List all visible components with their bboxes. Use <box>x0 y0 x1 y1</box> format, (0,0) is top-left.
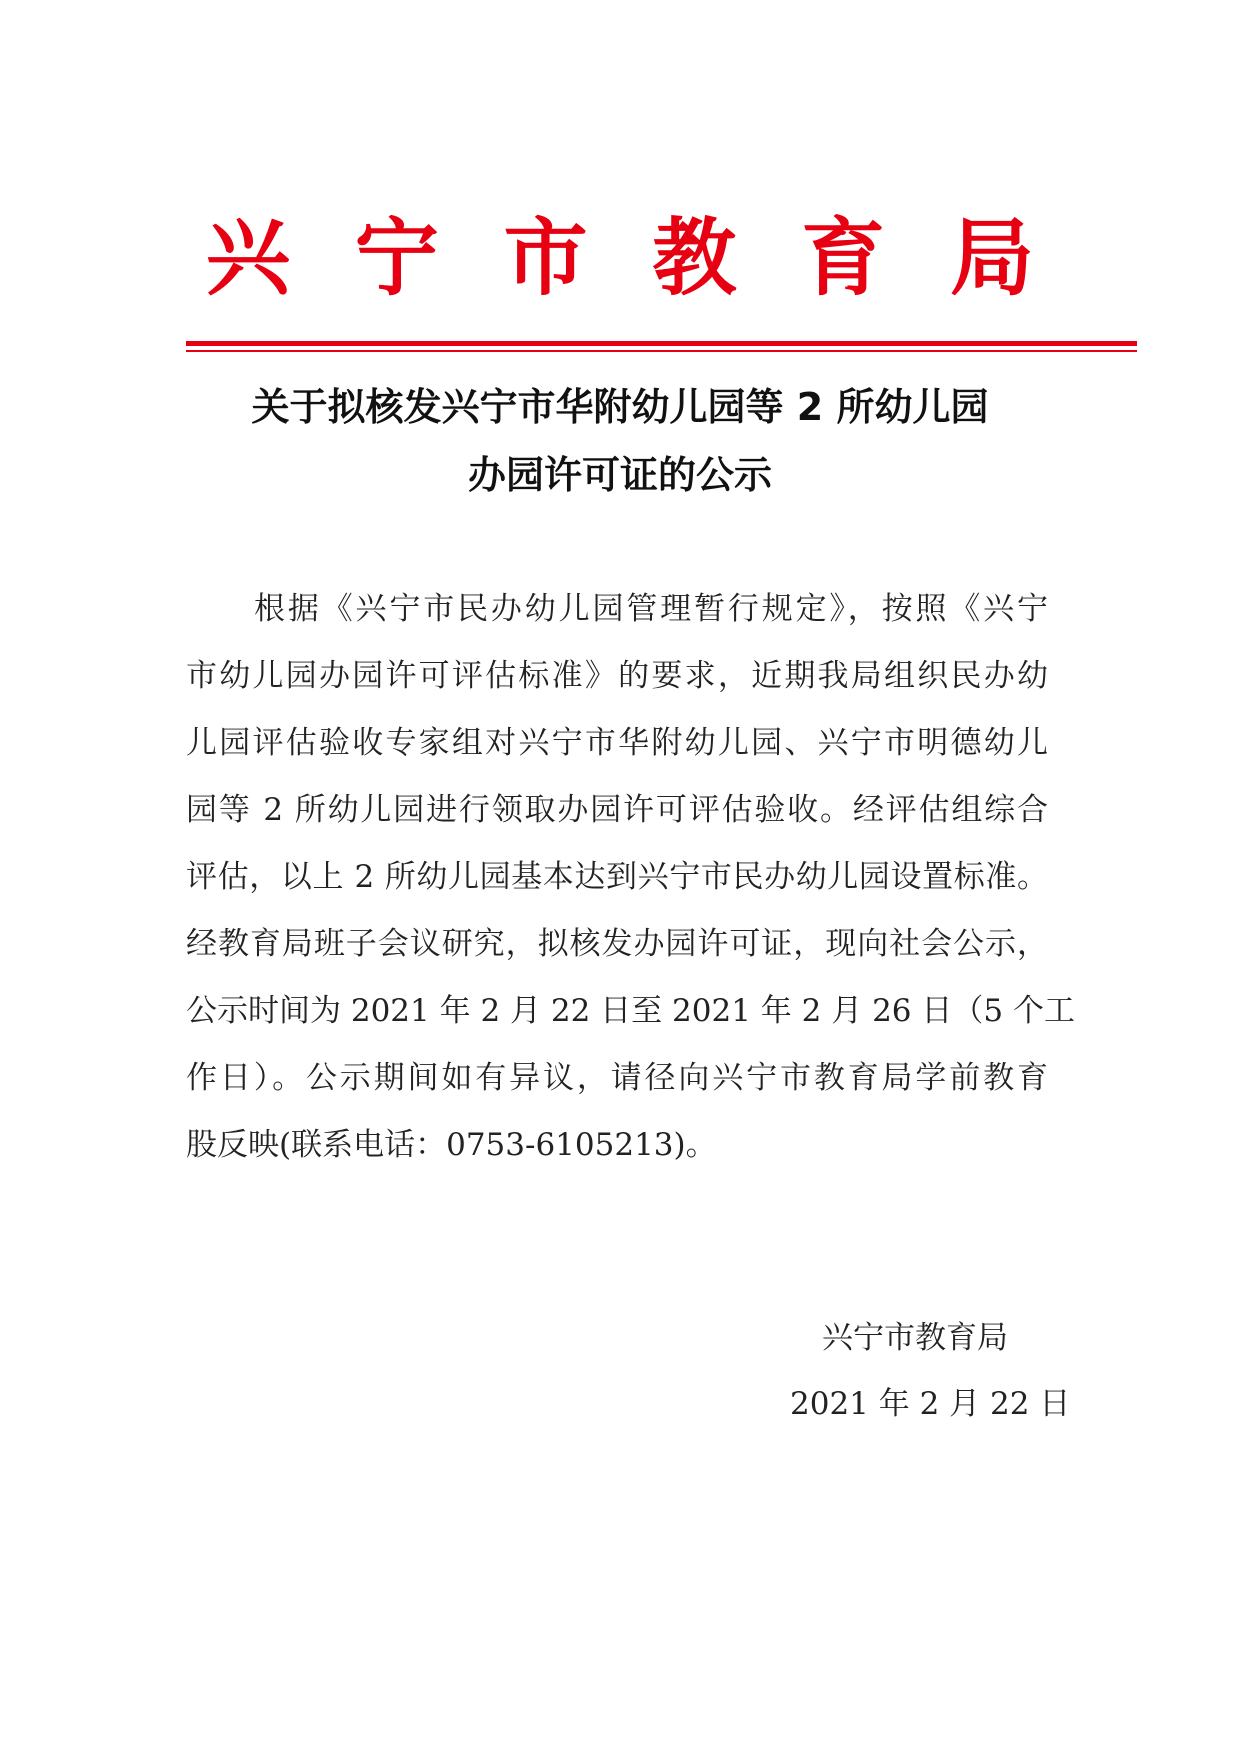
masthead-char: 教 <box>652 208 737 307</box>
document-title-line-2: 办园许可证的公示 <box>467 453 772 497</box>
signature-date: 2021 年 2 月 22 日 <box>790 1386 1071 1422</box>
body-line: 园等 2 所幼儿园进行领取办园许可评估验收。经评估组综合 <box>186 792 1048 828</box>
body-line: 公示时间为 2021 年 2 月 22 日至 2021 年 2 月 26 日（5 个工 <box>186 993 1075 1029</box>
body-line: 市幼儿园办园许可评估标准》的要求，近期我局组织民办幼 <box>186 658 1048 694</box>
header-divider-thick <box>186 341 1137 346</box>
body-line: 股反映(联系电话：0753-6105213)。 <box>186 1127 717 1163</box>
document-title-line-1: 关于拟核发兴宁市华附幼儿园等 2 所幼儿园 <box>251 385 989 429</box>
signature-org: 兴宁市教育局 <box>822 1320 1008 1356</box>
masthead-char: 兴 <box>205 208 290 307</box>
document-body <box>186 576 1075 1179</box>
masthead-char: 宁 <box>354 208 439 307</box>
header-divider-thin <box>186 350 1137 352</box>
masthead-char: 市 <box>503 208 588 307</box>
body-line: 儿园评估验收专家组对兴宁市华附幼儿园、兴宁市明德幼儿 <box>186 725 1048 761</box>
body-line: 经教育局班子会议研究，拟核发办园许可证，现向社会公示， <box>186 926 1048 962</box>
masthead-char: 育 <box>801 208 886 307</box>
body-line: 根据《兴宁市民办幼儿园管理暂行规定》，按照《兴宁 <box>254 591 1048 627</box>
masthead-char: 局 <box>949 208 1034 307</box>
body-line: 作日）。公示期间如有异议，请径向兴宁市教育局学前教育 <box>186 1060 1048 1096</box>
body-line: 评估，以上 2 所幼儿园基本达到兴宁市民办幼儿园设置标准。 <box>186 859 1048 895</box>
masthead <box>200 208 1040 308</box>
